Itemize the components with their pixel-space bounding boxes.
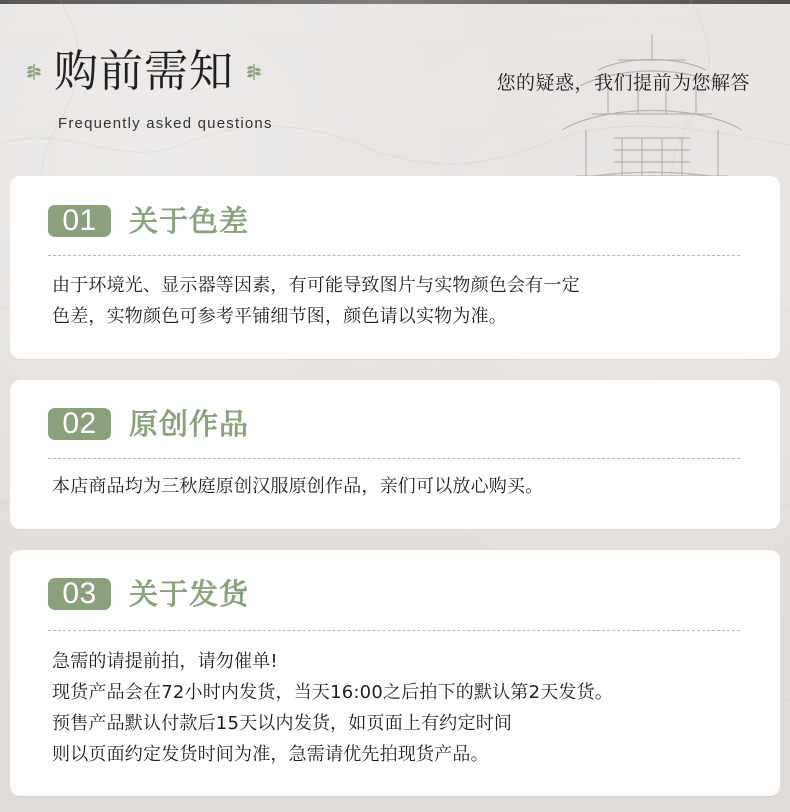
card-body [52,471,740,502]
card-number-badge: 01 [48,205,111,237]
card-text-line: 现货产品会在72小时内发货，当天16:00之后拍下的默认第2天发货。 [52,682,614,703]
header-title-row [24,46,264,97]
dashed-divider [48,630,740,631]
page-title: 购前需知 [54,46,234,97]
card-body [52,270,740,332]
card-title: 原创作品 [129,406,250,441]
card-text-line: 急需的请提前拍，请勿催单! [52,651,278,672]
card-number-badge: 02 [48,408,111,440]
faq-card-shipping [10,550,780,796]
page-tagline: 您的疑惑，我们提前为您解答 [496,72,750,94]
dashed-divider [48,255,740,256]
card-number-badge: 03 [48,578,111,610]
card-text-line: 色差，实物颜色可参考平铺细节图，颜色请以实物为准。 [52,306,507,327]
card-title: 关于色差 [129,203,250,238]
faq-card-color-difference [10,176,780,359]
card-text-line: 预售产品默认付款后15天以内发货，如页面上有约定时间 [52,713,513,734]
dashed-divider [48,458,740,459]
leaf-sprig-icon [244,62,264,82]
faq-card-original-work [10,380,780,529]
page-subtitle: Frequently asked questions [58,115,273,132]
card-text-line: 本店商品均为三秋庭原创汉服原创作品，亲们可以放心购买。 [52,476,544,497]
card-title: 关于发货 [129,576,250,611]
top-image-strip [0,0,790,4]
card-text-line: 由于环境光、显示器等因素，有可能导致图片与实物颜色会有一定 [52,275,580,296]
leaf-sprig-icon [24,62,44,82]
card-heading [48,408,249,440]
card-heading [48,578,249,610]
card-body [52,646,740,770]
card-heading [48,205,249,237]
card-text-line: 则以页面约定发货时间为准，急需请优先拍现货产品。 [52,744,489,765]
